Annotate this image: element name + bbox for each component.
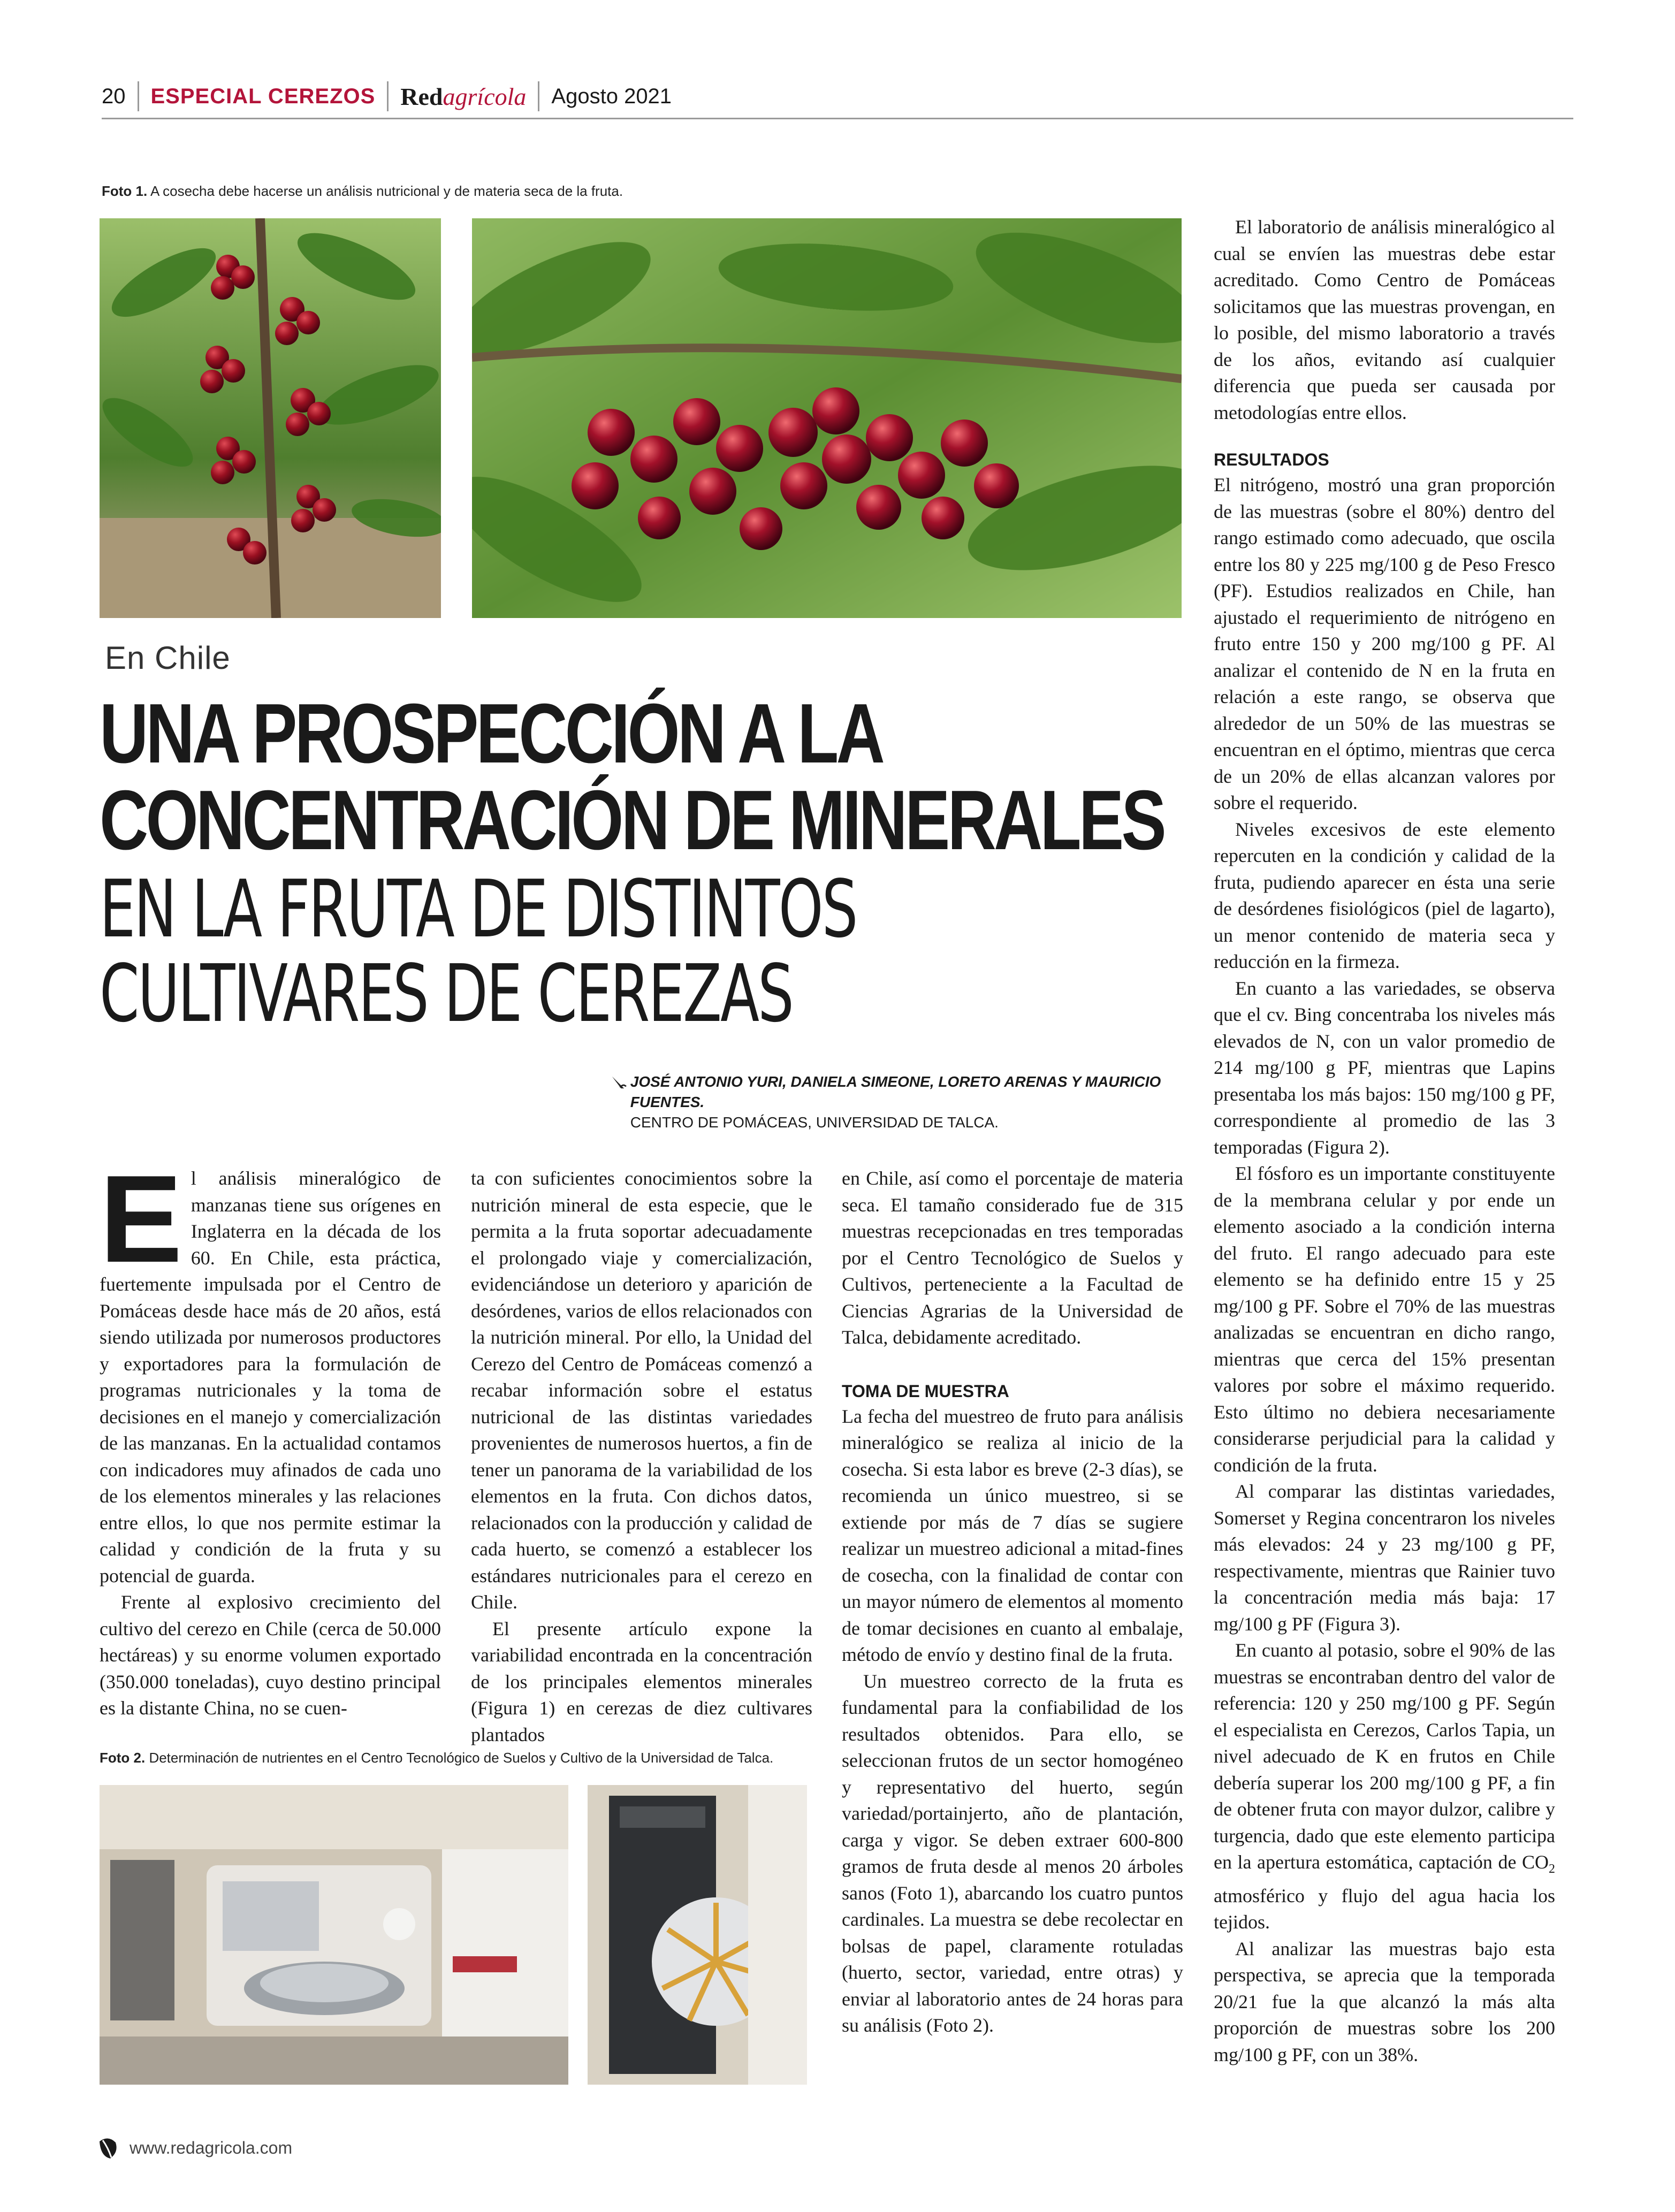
paragraph: Al comparar las distintas variedades, Somerset y Regina concentraron los niveles más elevados: 24 y 23 mg/100 g PF, respectivamente, mientras que Rainier tuvo la concentración media más baja: 17 mg/100 g PF (Figura 3). bbox=[1214, 1481, 1555, 1635]
paragraph: Frente al explosivo crecimiento del cultivo del cerezo en Chile (cerca de 50.000 hectáreas) y su enorme volumen exportado (350.000 toneladas), cuyo destino principal es la distante China, no se cuen- bbox=[100, 1591, 441, 1719]
header-divider bbox=[387, 81, 389, 111]
section-label: ESPECIAL CEREZOS bbox=[150, 84, 376, 108]
photo2-caption-label: Foto 2. bbox=[100, 1750, 146, 1766]
paragraph-text: En cuanto al potasio, sobre el 90% de las muestras se encontraban dentro del valor de referencia: 120 y 250 mg/100 g PF. Según el especialista en Cerezos, Carlos Tapia, un nivel adecuado de K en frutos en Chile debería superar los 200 mg/100 g PF, a fin de obtener fruta con mayor dulzor, calibre y turgencia, dado que este elemento participa en la apertura estomática, captación de CO bbox=[1214, 1639, 1555, 1873]
paragraph: en Chile, así como el porcentaje de materia seca. El tamaño considerado fue de 315 muestras recepcionadas en tres temporadas por el Centro Tecnológico de Suelos y Cultivos, perteneciente a la Facultad de Ciencias Agrarias de la Universidad de Talca, debidamente acreditado. bbox=[842, 1168, 1183, 1348]
paragraph-text: l análisis mineralógico de manzanas tiene sus orígenes en Inglaterra en la década de los 60. En Chile, esta práctica, fuertemente impulsada por el Centro de Pomáceas desde hace más de 20 años, está siendo utilizada por numerosos productores y exportadores para la formulación de programas nutricionales y la toma de decisiones en el manejo y comercialización de las manzanas. En la actualidad contamos con indicadores muy afinados de cada uno de los elementos minerales y las relaciones entre ellos, lo que nos permite estimar la calidad y condición de la fruta y su potencial de guarda. bbox=[100, 1168, 441, 1586]
brand-logo-red: Red bbox=[400, 82, 443, 110]
leaf-logo-icon bbox=[94, 2134, 122, 2162]
website-link[interactable]: www.redagricola.com bbox=[130, 2138, 293, 2157]
cherry-cluster-photo bbox=[472, 218, 1182, 618]
lab-spectrometer-photo bbox=[100, 1785, 568, 2085]
photo1-caption-label: Foto 1. bbox=[102, 183, 148, 199]
paragraph: En cuanto a las variedades, se observa que el cv. Bing concentraba los niveles más elevados de N, con un valor promedio de 214 mg/100 g PF, mientras que Lapins presentaba los más bajos: 150 mg/100 g PF, correspondiente al promedio de las 3 temporadas (Figura 2). bbox=[1214, 977, 1555, 1158]
paragraph: La fecha del muestreo de fruto para análisis mineralógico se realiza al inicio de la cosecha. Si esta labor es breve (2-3 días), se recomienda un único muestreo, si se extiende por más de 7 días se sugiere realizar un muestreo adicional a mitad-fines de cosecha, con la finalidad de contar con un mayor número de elementos al momento de tomar decisiones en cuanto al embalaje, método de envío y destino final de la fruta. bbox=[842, 1405, 1183, 1665]
header-divider bbox=[138, 81, 139, 111]
author-affiliation: CENTRO DE POMÁCEAS, UNIVERSIDAD DE TALCA. bbox=[630, 1114, 999, 1131]
paragraph: ta con suficientes conocimientos sobre la nutrición mineral de esta especie, que le permita a la fruta soportar adecuadamente el prolongado viaje y comercialización, evidenciándose un deterioro y aparición de desórdenes, varios de ellos relacionados con la nutrición mineral. Por ello, la Unidad del Cerezo del Centro de Pomáceas comenzó a recabar información sobre el estatus nutricional de las distintas variedades provenientes de numerosos huertos, a fin de tener un panorama de la variabilidad de los elementos en la fruta. Con dichos datos, relacionados con la producción y calidad de cada huerto, se comenzó a establecer los estándares nutricionales para el cerezo en Chile. bbox=[471, 1168, 812, 1613]
paragraph-text: atmosférico y flujo del agua hacia los tejidos. bbox=[1214, 1885, 1555, 1933]
title-line-3: EN LA FRUTA DE DISTINTOS bbox=[100, 863, 857, 955]
photo2-caption-text: Determinación de nutrientes en el Centro Tecnológico de Suelos y Cultivo de la Universidad de Talca. bbox=[145, 1750, 774, 1766]
brand-logo-rest: agrícola bbox=[443, 82, 527, 110]
cherry-tree-photo bbox=[100, 218, 441, 618]
paragraph: Al analizar las muestras bajo esta perspectiva, se aprecia que la temporada 20/21 fue la que alcanzó la más alta proporción de muestras sobre los 200 mg/100 g PF, con un 38%. bbox=[1214, 1938, 1555, 2065]
paragraph: El laboratorio de análisis mineralógico al cual se envíen las muestras debe estar acreditado. Como Centro de Pomáceas solicitamos que las muestras provengan, en lo posible, del mismo laboratorio a través de los años, evitando así cualquier diferencia que pueda ser causada por metodologías entre ellos. bbox=[1214, 216, 1555, 423]
body-column-3 bbox=[842, 1165, 1183, 2039]
paragraph: El fósforo es un importante constituyente de la membrana celular y por ende un elemento asociado a la condición interna del fruto. El rango adecuado para este elemento se ha definido entre 15 y 25 mg/100 g PF. Sobre el 70% de las muestras analizadas se encuentran en dicho rango, mientras que cerca del 15% presentan valores por sobre el máximo requerido. Esto último no debiera necesariamente considerarse perjudicial para la calidad y condición de la fruta. bbox=[1214, 1163, 1555, 1476]
title-line-2: CONCENTRACIÓN DE MINERALES bbox=[100, 773, 1164, 867]
title-line-1: UNA PROSPECCIÓN A LA bbox=[100, 687, 883, 781]
paragraph: El presente artículo expone la variabilidad encontrada en la concentración de los principales elementos minerales (Figura 1) en cerezas de diez cultivares plantados bbox=[471, 1618, 812, 1745]
section-heading: RESULTADOS bbox=[1214, 450, 1329, 469]
subscript: 2 bbox=[1549, 1862, 1555, 1877]
paragraph bbox=[1214, 1637, 1555, 1936]
page-footer bbox=[94, 2134, 292, 2162]
section-heading: TOMA DE MUESTRA bbox=[842, 1381, 1009, 1401]
pen-icon bbox=[610, 1073, 627, 1091]
paragraph bbox=[100, 1150, 441, 1589]
body-column-2 bbox=[471, 1165, 812, 1748]
body-column-1 bbox=[100, 1150, 441, 1722]
title-line-4: CULTIVARES DE CEREZAS bbox=[100, 948, 793, 1040]
brand-logo bbox=[400, 82, 526, 111]
byline bbox=[610, 1072, 1199, 1133]
photo1-caption-text: A cosecha debe hacerse un análisis nutricional y de materia seca de la fruta. bbox=[147, 183, 623, 199]
lab-autosampler-photo bbox=[588, 1785, 807, 2085]
paragraph: El nitrógeno, mostró una gran proporción de las muestras (sobre el 80%) dentro del rango estimado como adecuado, que oscila entre los 80 y 225 mg/100 g de Peso Fresco (PF). Estudios realizados en Chile, han ajustado el requerimiento de nitrógeno en fruto entre 150 y 200 mg/100 g PF. Al analizar el contenido de N en la fruta en relación a este rango, se observa que alrededor de un 50% de las muestras se encuentran en el óptimo, mientras que cerca de un 20% de ellas alcanzan valores por sobre el requerido. bbox=[1214, 474, 1555, 813]
paragraph: Niveles excesivos de este elemento repercuten en la condición y calidad de la fruta, pudiendo aparecer en ésta una serie de desórdenes fisiológicos (piel de lagarto), un menor contenido de materia seca y reducción en la firmeza. bbox=[1214, 818, 1555, 972]
drop-cap: E bbox=[100, 1150, 182, 1288]
paragraph: Un muestreo correcto de la fruta es fundamental para la confiabilidad de los resultados obtenidos. Para ello, se seleccionan frutos de un sector homogéneo y representativo del huerto, según variedad/portainjerto, año de plantación, carga y vigor. Se deben extraer 600-800 gramos de fruta desde al menos 20 árboles sanos (Foto 1), abarcando los cuatro puntos cardinales. La muestra se debe recolectar en bolsas de papel, claramente rotuladas (huerto, sector, variedad, entre otras) y enviar al laboratorio antes de 24 horas para su análisis (Foto 2). bbox=[842, 1670, 1183, 2036]
author-names: JOSÉ ANTONIO YURI, DANIELA SIMEONE, LORETO ARENAS Y MAURICIO FUENTES. bbox=[630, 1073, 1161, 1110]
article-kicker: En Chile bbox=[105, 640, 231, 676]
body-column-4 bbox=[1214, 214, 1555, 2068]
page-number: 20 bbox=[102, 84, 126, 108]
header-divider bbox=[538, 81, 539, 111]
photo1-caption bbox=[102, 183, 623, 200]
page-header bbox=[102, 75, 1573, 119]
photo2-caption bbox=[100, 1750, 773, 1766]
issue-date: Agosto 2021 bbox=[551, 84, 672, 108]
